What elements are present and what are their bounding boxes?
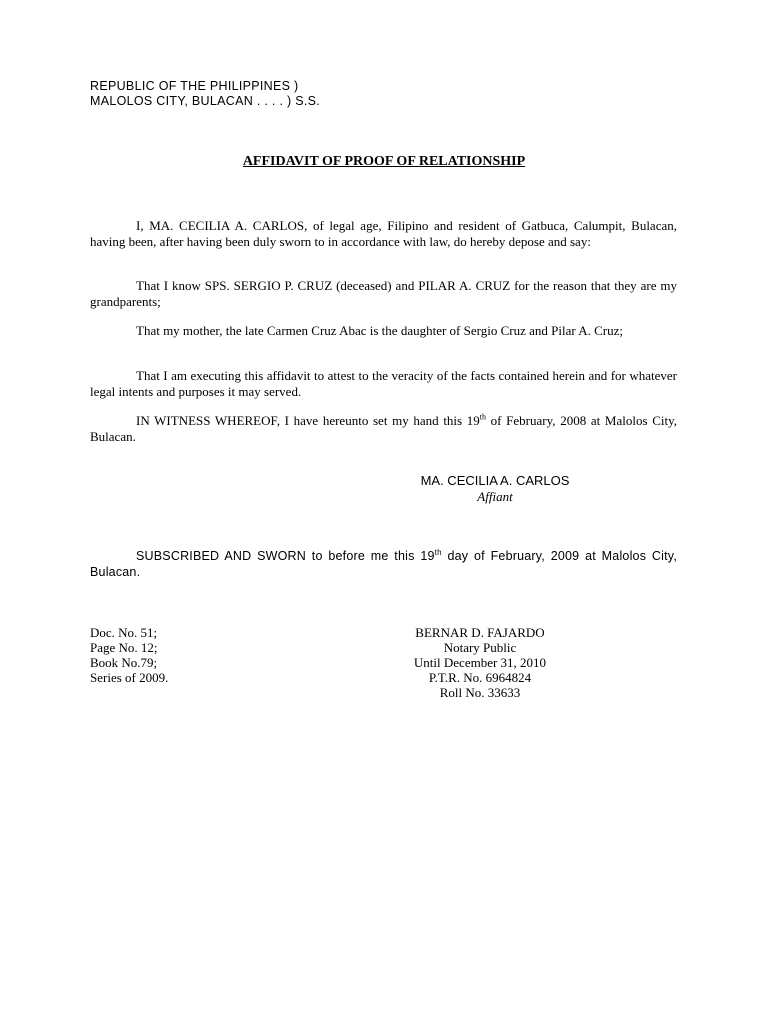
- jurat-ordinal-suffix: th: [434, 547, 442, 557]
- book-number: Book No.79;: [90, 655, 158, 670]
- affiant-name: MA. CECILIA A. CARLOS: [420, 473, 570, 488]
- notarial-register-block: [90, 625, 168, 685]
- affiant-role: Affiant: [477, 489, 513, 504]
- doc-number: Doc. No. 51;: [90, 625, 158, 640]
- venue-line-city: MALOLOS CITY, BULACAN . . . . ) S.S.: [90, 94, 321, 108]
- paragraph-purpose: That I am executing this affidavit to attest to the veracity of the facts contained herein and for whatever legal intents and purposes it may served.: [90, 368, 677, 399]
- venue-line-republic: REPUBLIC OF THE PHILIPPINES ): [90, 79, 299, 93]
- witness-text-end: of February, 2008 at Malolos City, Bulacan.: [90, 413, 677, 444]
- notary-title: Notary Public: [443, 640, 517, 655]
- page-number: Page No. 12;: [90, 640, 158, 655]
- notary-commission-until: Until December 31, 2010: [413, 655, 547, 670]
- venue-block: [90, 79, 320, 109]
- notary-roll-number: Roll No. 33633: [439, 685, 521, 700]
- jurat-text-end: day of February, 2009 at Malolos City, Bulacan.: [90, 549, 677, 579]
- notary-ptr-number: P.T.R. No. 6964824: [428, 670, 532, 685]
- affiant-signature-block: [400, 473, 590, 505]
- paragraph-jurat: [90, 549, 677, 580]
- witness-ordinal-suffix: th: [479, 412, 487, 422]
- witness-text-start: IN WITNESS WHEREOF, I have hereunto set my hand this 19: [136, 413, 480, 428]
- paragraph-mother: That my mother, the late Carmen Cruz Abac is the daughter of Sergio Cruz and Pilar A. Cruz;: [136, 323, 623, 338]
- paragraph-grandparents: That I know SPS. SERGIO P. CRUZ (deceased) and PILAR A. CRUZ for the reason that they are my grandparents;: [90, 278, 677, 309]
- jurat-text-start: SUBSCRIBED AND SWORN to before me this 19: [136, 549, 435, 563]
- paragraph-witness: [90, 413, 677, 444]
- notary-name: BERNAR D. FAJARDO: [415, 625, 545, 640]
- paragraph-affiant-intro: I, MA. CECILIA A. CARLOS, of legal age, Filipino and resident of Gatbuca, Calumpit, Bulacan, having been, after having been duly sworn to in accordance with law, do hereby depose and say:: [90, 218, 677, 249]
- series-year: Series of 2009.: [90, 670, 169, 685]
- notary-signature-block: [390, 625, 570, 700]
- document-title: AFFIDAVIT OF PROOF OF RELATIONSHIP: [242, 154, 526, 169]
